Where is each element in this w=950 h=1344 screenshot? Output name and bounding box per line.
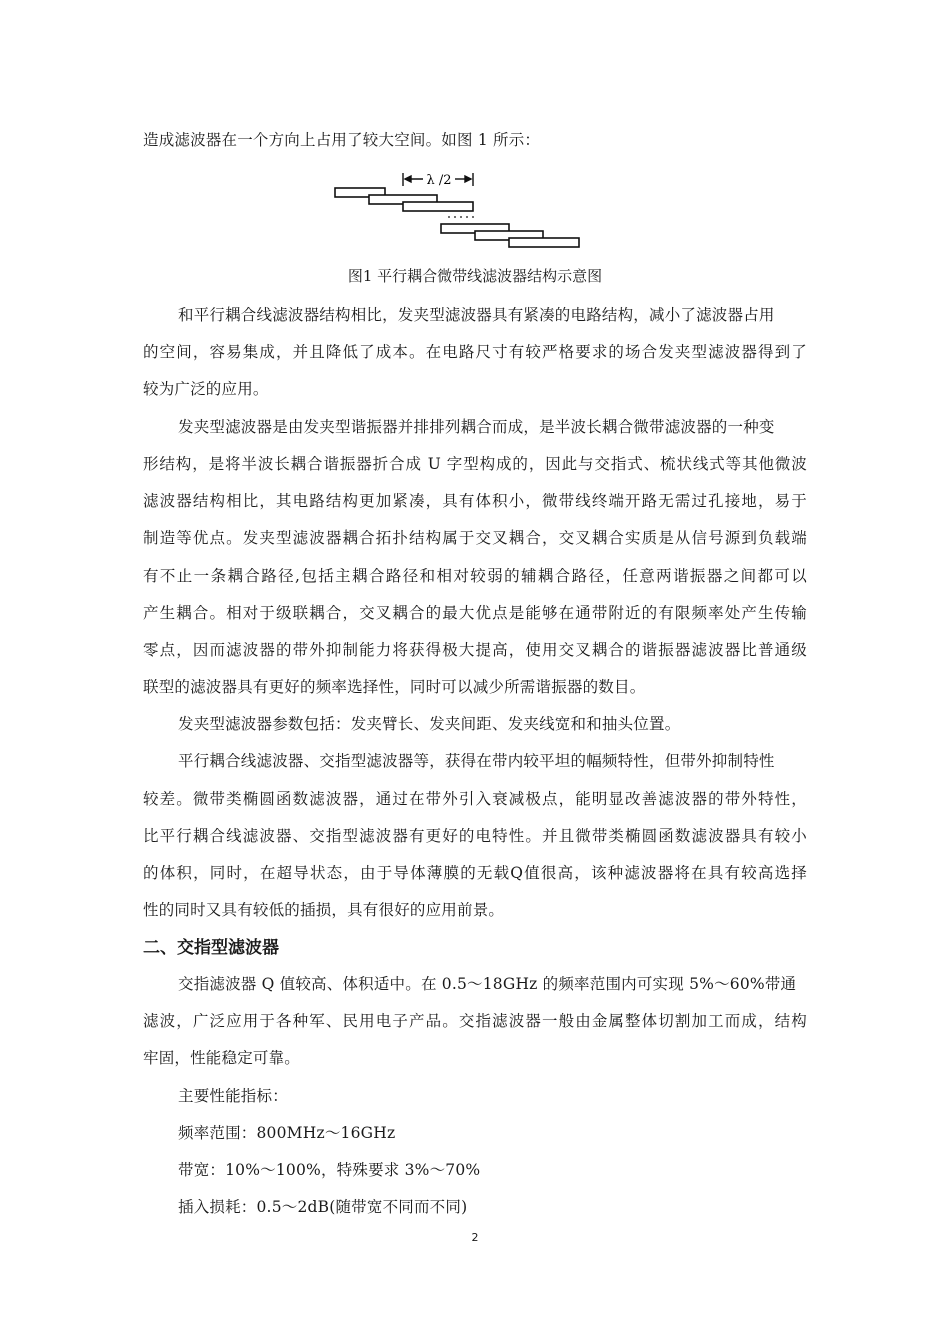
resonator-2 [403,202,473,211]
feed-line-output [509,238,579,247]
paragraph-line: 联型的滤波器具有更好的频率选择性，同时可以减少所需谐振器的数目。 [143,678,646,696]
paragraph-line: 比平行耦合线滤波器、交指型滤波器有更好的电特性。并且微带类椭圆函数滤波器具有较小 [143,827,807,845]
intro-line: 造成滤波器在一个方向上占用了较大空间。如图 1 所示： [143,131,541,149]
paragraph-line: 和平行耦合线滤波器结构相比，发夹型滤波器具有紧凑的电路结构，减小了滤波器占用 [178,306,775,324]
arrowhead-left [405,176,411,182]
paragraph-line: 形结构，是将半波长耦合谐振器折合成 U 字型构成的，因此与交指式、梳状线式等其他微波 [143,455,807,473]
paragraph-line: 的空间，容易集成，并且降低了成本。在电路尺寸有较严格要求的场合发夹型滤波器得到了 [143,343,807,361]
paragraph-line: 平行耦合线滤波器、交指型滤波器等，获得在带内较平坦的幅频特性，但带外抑制特性 [178,752,775,770]
paragraph-line: 发夹型滤波器参数包括：发夹臂长、发夹间距、发夹线宽和和抽头位置。 [178,715,681,733]
paragraph-line: 滤波，广泛应用于各种军、民用电子产品。交指滤波器一般由金属整体切割加工而成，结构 [143,1012,807,1030]
paragraph-line: 的体积，同时，在超导状态，由于导体薄膜的无载Q值很高，该种滤波器将在具有较高选择 [143,864,807,882]
paragraph-line: 较为广泛的应用。 [143,380,269,398]
specs-title: 主要性能指标： [178,1087,288,1105]
paragraph-line: 性的同时又具有较低的插损，具有很好的应用前景。 [143,901,505,919]
paragraph-line: 交指滤波器 Q 值较高、体积适中。在 0.5～18GHz 的频率范围内可实现 5%～60%带通 [178,975,797,993]
paragraph-line: 发夹型滤波器是由发夹型谐振器并排排列耦合而成，是半波长耦合微带滤波器的一种变 [178,418,775,436]
section-heading: 二、交指型滤波器 [143,938,279,958]
arrowhead-right [465,176,471,182]
paragraph-line: 零点，因而滤波器的带外抑制能力将获得极大提高，使用交叉耦合的谐振器滤波器比普通级 [143,641,807,659]
continuation-dots [448,216,474,218]
paragraph-line: 牢固，性能稳定可靠。 [143,1049,301,1067]
spec-frequency: 频率范围：800MHz～16GHz [178,1124,396,1142]
paragraph-line: 滤波器结构相比，其电路结构更加紧凑，具有体积小，微带线终端开路无需过孔接地，易于 [143,492,807,510]
spec-insertion-loss: 插入损耗：0.5～2dB(随带宽不同而不同) [178,1198,468,1216]
paragraph-line: 产生耦合。相对于级联耦合，交叉耦合的最大优点是能够在通带附近的有限频率处产生传输 [143,604,807,622]
figure-caption: 图1 平行耦合微带线滤波器结构示意图 [347,267,603,285]
coupled-line-filter-diagram [333,164,593,254]
paragraph-line: 有不止一条耦合路径,包括主耦合路径和相对较弱的辅耦合路径，任意两谐振器之间都可以 [143,567,807,585]
spec-bandwidth: 带宽：10%～100%，特殊要求 3%～70% [178,1161,481,1179]
paragraph-line: 制造等优点。发夹型滤波器耦合拓扑结构属于交叉耦合，交叉耦合实质是从信号源到负载端 [143,529,807,547]
paragraph-line: 较差。微带类椭圆函数滤波器，通过在带外引入衰减极点，能明显改善滤波器的带外特性， [143,790,807,808]
lambda-half-label: λ /2 [426,173,452,188]
page-number: 2 [471,1231,479,1244]
